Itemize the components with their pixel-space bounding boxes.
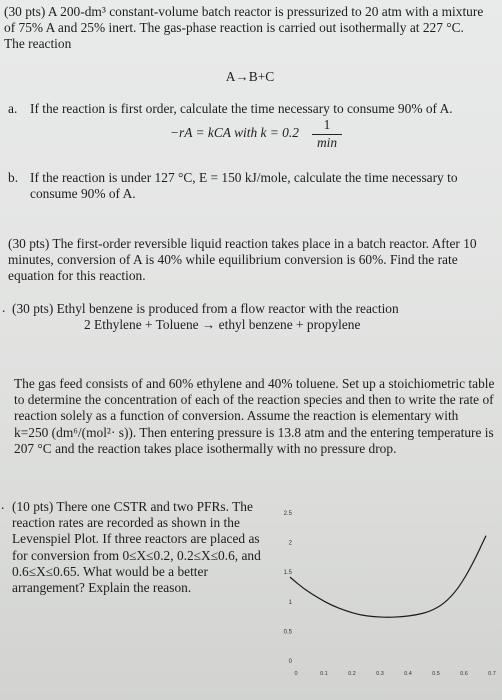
x-tick-label: 0.4 [404, 671, 412, 677]
levenspiel-curve [290, 536, 486, 618]
y-tick-label: 1 [288, 599, 292, 606]
part-b-text [30, 170, 490, 202]
part-a-text: If the reaction is first order, calculate the time necessary to consume 90% of A. [30, 101, 453, 116]
problem-1-reaction: A→B+C [225, 69, 275, 84]
x-tick-label: 0.1 [320, 671, 328, 677]
problem-1-intro [4, 4, 498, 53]
rate-denominator: min [316, 135, 338, 151]
problem-3-line-4: k=250 (dm⁶/(mol²· s)). Then entering pressure is 13.8 atm and the entering temperature is [14, 424, 494, 440]
y-tick-label: 1.5 [283, 570, 292, 577]
problem-4-line-4: for conversion from 0≤X≤0.2, 0.2≤X≤0.6, and [12, 547, 261, 563]
levenspiel-plot [268, 500, 500, 698]
problem-4-line-1: (10 pts) There one CSTR and two PFRs. The [12, 499, 253, 514]
problem-1-line-2: of 75% A and 25% inert. The gas-phase reaction is carried out isothermally at 227 °C. [4, 20, 464, 36]
problem-4-number: . [1, 497, 5, 512]
y-tick-label: 0.5 [283, 629, 292, 636]
x-tick-label: 0.2 [348, 671, 356, 677]
x-tick-label: 0.5 [432, 671, 440, 677]
y-tick-label: 2.5 [283, 511, 292, 517]
problem-4-line-2: reaction rates are recorded as shown in the [12, 515, 240, 531]
part-b-line-2: consume 90% of A. [30, 186, 136, 202]
y-tick-label: 0 [288, 659, 292, 665]
problem-4-line-5: 0.6≤X≤0.65. What would be a better [12, 563, 208, 579]
part-b-label: b. [8, 170, 19, 185]
problem-2-line-3: equation for this reaction. [8, 268, 146, 284]
rate-numerator: 1 [323, 117, 331, 132]
problem-3-body [14, 376, 498, 457]
problem-3-reaction: 2 Ethylene + Toluene → ethyl benzene + propylene [84, 317, 361, 332]
problem-3-line-3: reaction solely as a function of conversion. Assume the reaction is elementary with [14, 408, 459, 424]
x-tick-label: 0 [294, 671, 298, 677]
problem-2-line-1: (30 pts) The first-order reversible liquid reaction takes place in a batch reactor. After 10 [8, 236, 477, 251]
x-tick-label: 0.6 [460, 671, 468, 677]
problem-4-line-3: Levenspiel Plot. If three reactors are placed as [12, 531, 260, 547]
y-tick-label: 2 [288, 540, 292, 547]
problem-2 [8, 236, 498, 285]
problem-1-line-1: (30 pts) A 200-dm³ constant-volume batch reactor is pressurized to 20 atm with a mixture [4, 4, 484, 19]
problem-3-line-2: to determine the concentration of each of the reaction species and then to write the rate of [14, 392, 494, 408]
problem-3-bullet: . [2, 300, 6, 315]
problem-2-line-2: minutes, conversion of A is 40% while equilibrium conversion is 60%. Find the rate [8, 252, 458, 268]
part-a-label: a. [8, 101, 18, 116]
problem-4-text [12, 499, 264, 596]
part-b-line-1: If the reaction is under 127 °C, E = 150 kJ/mole, calculate the time necessary to [30, 170, 458, 185]
rate-equation: −rA = kCA with k = 0.2 [170, 125, 299, 140]
problem-1-line-3: The reaction [4, 36, 72, 52]
rate-fraction [312, 117, 342, 151]
x-tick-label: 0.7 [488, 671, 496, 677]
problem-3-line-5: 207 °C and the reaction takes place isothermally with no pressure drop. [14, 440, 397, 456]
problem-4-line-6: arrangement? Explain the reason. [12, 580, 192, 596]
problem-3-intro: (30 pts) Ethyl benzene is produced from a flow reactor with the reaction [12, 301, 399, 316]
problem-3-line-1: The gas feed consists of and 60% ethylene and 40% toluene. Set up a stoichiometric table [14, 376, 495, 391]
x-tick-label: 0.3 [376, 671, 384, 677]
